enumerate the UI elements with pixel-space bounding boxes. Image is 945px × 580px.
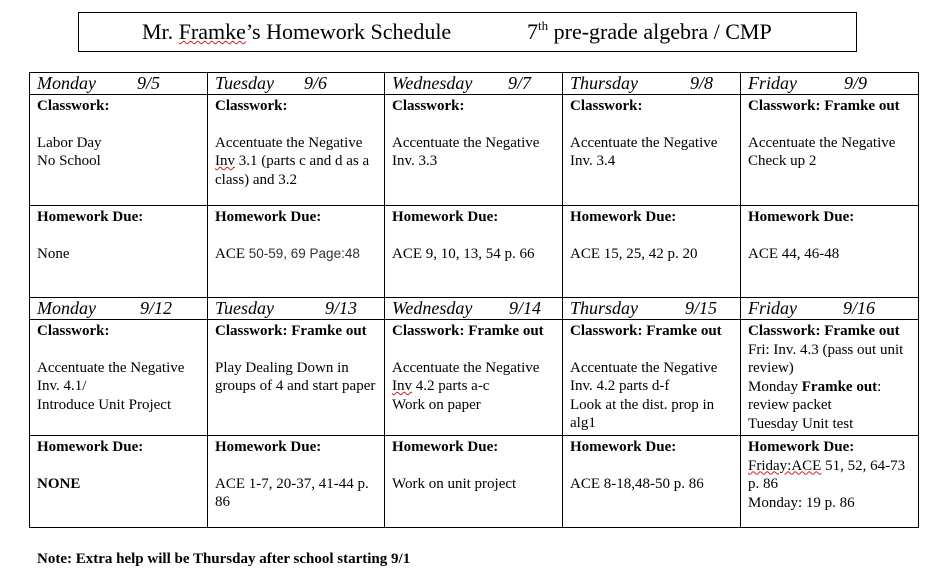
homework-text-part: 51, 52, 64-73 p. 86 — [748, 457, 906, 492]
day-header-tuesday-9-13 — [208, 298, 385, 320]
homework-label: Homework Due: — [392, 209, 499, 225]
spellcheck-word: Framke — [178, 19, 246, 44]
week2-homework-row — [30, 436, 919, 528]
classwork-label: Classwork: — [37, 98, 110, 114]
classwork-text-part: : review packet — [748, 378, 882, 413]
day-header-friday-9-16 — [741, 298, 919, 320]
day-date: 9/6 — [303, 73, 327, 93]
day-name: Tuesday — [215, 73, 275, 93]
day-name: Wednesday — [392, 73, 473, 93]
classwork-cell — [385, 320, 563, 436]
day-date: 9/16 — [842, 298, 875, 318]
classwork-text: Accentuate the Negative Inv. 3.3 — [392, 134, 540, 169]
day-name: Tuesday — [215, 298, 275, 318]
day-header-monday-9-12 — [30, 298, 208, 320]
classwork-cell — [30, 95, 208, 206]
homework-cell — [563, 436, 741, 528]
homework-line: Monday: 19 p. 86 — [748, 494, 855, 511]
classwork-label: Classwork: Framke out — [570, 323, 722, 339]
teacher-name: Mr. Framke’s — [142, 19, 261, 44]
homework-text — [215, 245, 377, 264]
classwork-text: Accentuate the Negative Check up 2 — [748, 134, 896, 169]
classwork-cell — [208, 95, 385, 206]
homework-cell — [385, 206, 563, 298]
week1-classwork-row — [30, 95, 919, 206]
homework-text: NONE — [37, 475, 81, 492]
homework-cell — [741, 206, 919, 298]
day-date: 9/8 — [689, 73, 713, 93]
classwork-text-part: 4.2 parts a-c Work on paper — [392, 378, 490, 413]
day-name: Friday — [748, 73, 797, 93]
homework-label: Homework Due: — [748, 439, 855, 455]
classwork-label: Classwork: — [215, 98, 288, 114]
homework-cell — [30, 206, 208, 298]
grade-number: 7 — [527, 19, 538, 44]
classwork-line: Tuesday Unit test — [748, 415, 854, 432]
day-date: 9/14 — [508, 298, 541, 318]
classwork-cell — [563, 95, 741, 206]
homework-text: None — [37, 245, 70, 262]
week1-homework-row — [30, 206, 919, 298]
week2-classwork-row — [30, 320, 919, 436]
homework-text: ACE 8-18,48-50 p. 86 — [570, 475, 704, 492]
classwork-text-part: 3.1 (parts c and d as a class) and 3.2 — [215, 153, 370, 188]
homework-text-part: 50-59, 69 Page:48 — [248, 245, 360, 261]
spellcheck-word: Friday:ACE — [748, 457, 822, 474]
day-name: Wednesday — [392, 298, 473, 318]
homework-text: ACE 9, 10, 13, 54 p. 66 — [392, 245, 535, 262]
day-date: 9/5 — [136, 73, 160, 93]
week1-day-row — [30, 73, 919, 95]
classwork-cell — [385, 95, 563, 206]
homework-label: Homework Due: — [215, 439, 322, 455]
day-date: 9/12 — [139, 298, 172, 318]
day-header-friday-9-9 — [741, 73, 919, 95]
classwork-text: Play Dealing Down in groups of 4 and start paper — [215, 359, 376, 394]
classwork-text — [392, 359, 555, 415]
page-title — [142, 13, 451, 51]
classwork-cell — [30, 320, 208, 436]
day-date: 9/15 — [684, 298, 717, 318]
classwork-text: Accentuate the Negative Inv. 4.1/ Introduce Unit Project — [37, 359, 185, 413]
homework-label: Homework Due: — [37, 209, 144, 225]
classwork-text — [748, 341, 911, 434]
homework-label: Homework Due: — [570, 209, 677, 225]
day-date: 9/9 — [843, 73, 867, 93]
homework-text: Work on unit project — [392, 475, 517, 492]
day-name: Monday — [37, 73, 96, 93]
day-name: Thursday — [570, 298, 639, 318]
homework-label: Homework Due: — [37, 439, 144, 455]
homework-cell — [385, 436, 563, 528]
homework-text: ACE 1-7, 20-37, 41-44 p. 86 — [215, 475, 369, 510]
day-header-tuesday-9-6 — [208, 73, 385, 95]
day-header-monday-9-5 — [30, 73, 208, 95]
homework-text-part: ACE — [215, 245, 249, 262]
classwork-text: Labor Day No School — [37, 134, 102, 169]
day-name: Monday — [37, 298, 96, 318]
footer-note: Note: Extra help will be Thursday after school starting 9/1 — [37, 551, 411, 567]
classwork-label: Classwork: Framke out — [392, 323, 544, 339]
course-name: pre-grade algebra / CMP — [553, 19, 772, 44]
classwork-cell — [563, 320, 741, 436]
classwork-text-part: Framke out — [801, 378, 878, 395]
classwork-text — [215, 134, 377, 190]
classwork-cell — [208, 320, 385, 436]
homework-cell — [741, 436, 919, 528]
classwork-label: Classwork: Framke out — [748, 323, 900, 339]
classwork-text-part: Accentuate the Negative — [215, 134, 363, 151]
week2-day-row — [30, 298, 919, 320]
day-header-thursday-9-8 — [563, 73, 741, 95]
day-header-wednesday-9-14 — [385, 298, 563, 320]
classwork-text: Accentuate the Negative Inv. 3.4 — [570, 134, 718, 169]
homework-cell — [208, 436, 385, 528]
homework-cell — [563, 206, 741, 298]
spellcheck-word: Inv — [392, 378, 412, 394]
homework-cell — [208, 206, 385, 298]
spellcheck-word: Inv — [215, 153, 235, 169]
classwork-label: Classwork: — [392, 98, 465, 114]
classwork-label: Classwork: — [37, 323, 110, 339]
title-schedule: Homework Schedule — [266, 19, 452, 44]
classwork-line: Fri: Inv. 4.3 (pass out unit review) — [748, 341, 904, 376]
homework-text: ACE 44, 46-48 — [748, 245, 840, 262]
day-date: 9/13 — [324, 298, 357, 318]
homework-cell — [30, 436, 208, 528]
classwork-text: Accentuate the Negative Inv. 4.2 parts d-f Look at the dist. prop in alg1 — [570, 359, 718, 431]
homework-line — [748, 457, 911, 494]
course-title — [527, 13, 772, 51]
day-header-thursday-9-15 — [563, 298, 741, 320]
day-date: 9/7 — [507, 73, 531, 93]
classwork-label: Classwork: Framke out — [748, 98, 900, 114]
classwork-cell — [741, 95, 919, 206]
classwork-label: Classwork: Framke out — [215, 323, 367, 339]
schedule-table — [29, 72, 919, 528]
homework-label: Homework Due: — [570, 439, 677, 455]
day-name: Friday — [748, 298, 797, 318]
title-box — [78, 12, 857, 52]
classwork-text-part: Accentuate the Negative — [392, 359, 540, 376]
day-name: Thursday — [570, 73, 639, 93]
homework-label: Homework Due: — [748, 209, 855, 225]
classwork-line — [748, 378, 911, 415]
homework-text: ACE 15, 25, 42 p. 20 — [570, 245, 698, 262]
classwork-cell — [741, 320, 919, 436]
day-header-wednesday-9-7 — [385, 73, 563, 95]
homework-text — [748, 457, 911, 513]
grade-suffix: th — [538, 18, 549, 33]
classwork-text-part: Monday — [748, 378, 802, 395]
classwork-label: Classwork: — [570, 98, 643, 114]
homework-label: Homework Due: — [392, 439, 499, 455]
homework-label: Homework Due: — [215, 209, 322, 225]
